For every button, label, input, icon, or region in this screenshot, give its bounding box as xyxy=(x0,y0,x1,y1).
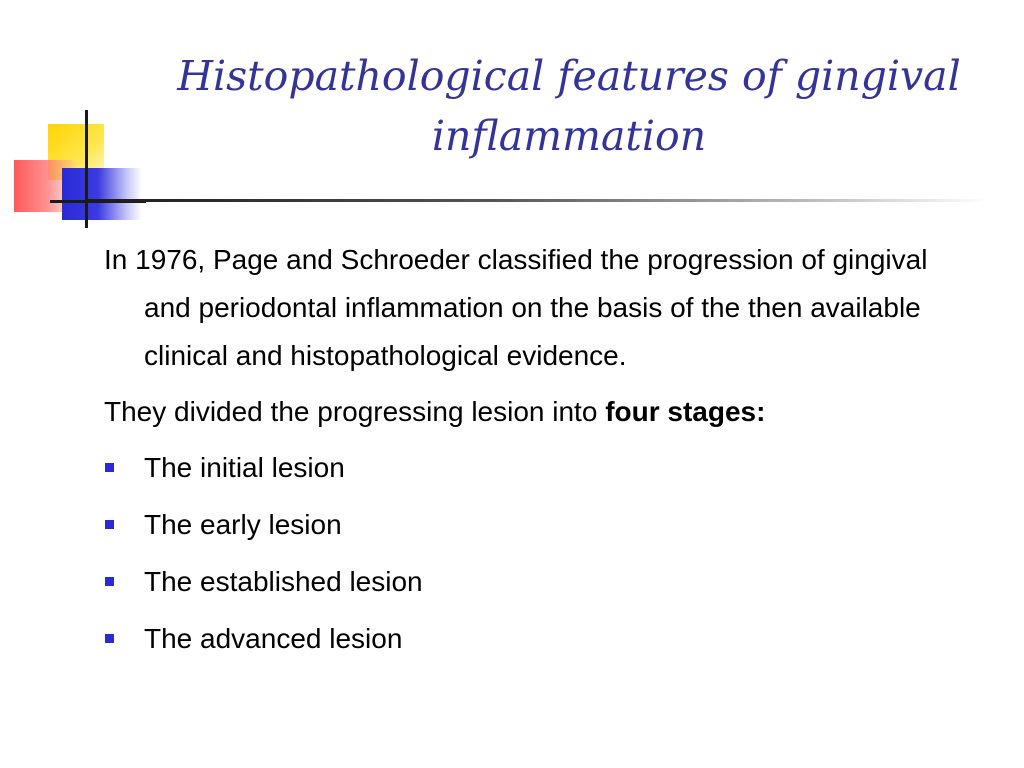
paragraph-stages-bold: four stages: xyxy=(605,396,766,427)
logo-vertical-line xyxy=(85,110,88,228)
list-item-label: The early lesion xyxy=(144,509,342,540)
square-bullet-icon xyxy=(105,634,114,643)
square-bullet-icon xyxy=(105,463,114,472)
paragraph-classification: In 1976, Page and Schroeder classified the progression of gingival and periodontal inflammation on the basis of the then available clinical and histopathological evidence. xyxy=(104,244,928,371)
paragraph-stages xyxy=(104,388,974,436)
square-bullet-icon xyxy=(105,577,114,586)
list-item-label: The established lesion xyxy=(144,566,423,597)
slide-title: Histopathological features of gingival inflammation xyxy=(177,52,961,160)
list-item xyxy=(104,615,974,663)
square-bullet-icon xyxy=(105,520,114,529)
stages-list xyxy=(104,444,974,663)
list-item xyxy=(104,444,974,492)
decorative-squares-logo xyxy=(0,110,150,230)
list-item xyxy=(104,501,974,549)
blue-square xyxy=(62,168,142,220)
slide-body xyxy=(104,236,974,672)
list-item xyxy=(104,558,974,606)
paragraph-stages-text: They divided the progressing lesion into xyxy=(104,396,606,427)
list-item-label: The advanced lesion xyxy=(144,623,403,654)
title-divider xyxy=(88,199,988,202)
list-item-label: The initial lesion xyxy=(144,452,345,483)
